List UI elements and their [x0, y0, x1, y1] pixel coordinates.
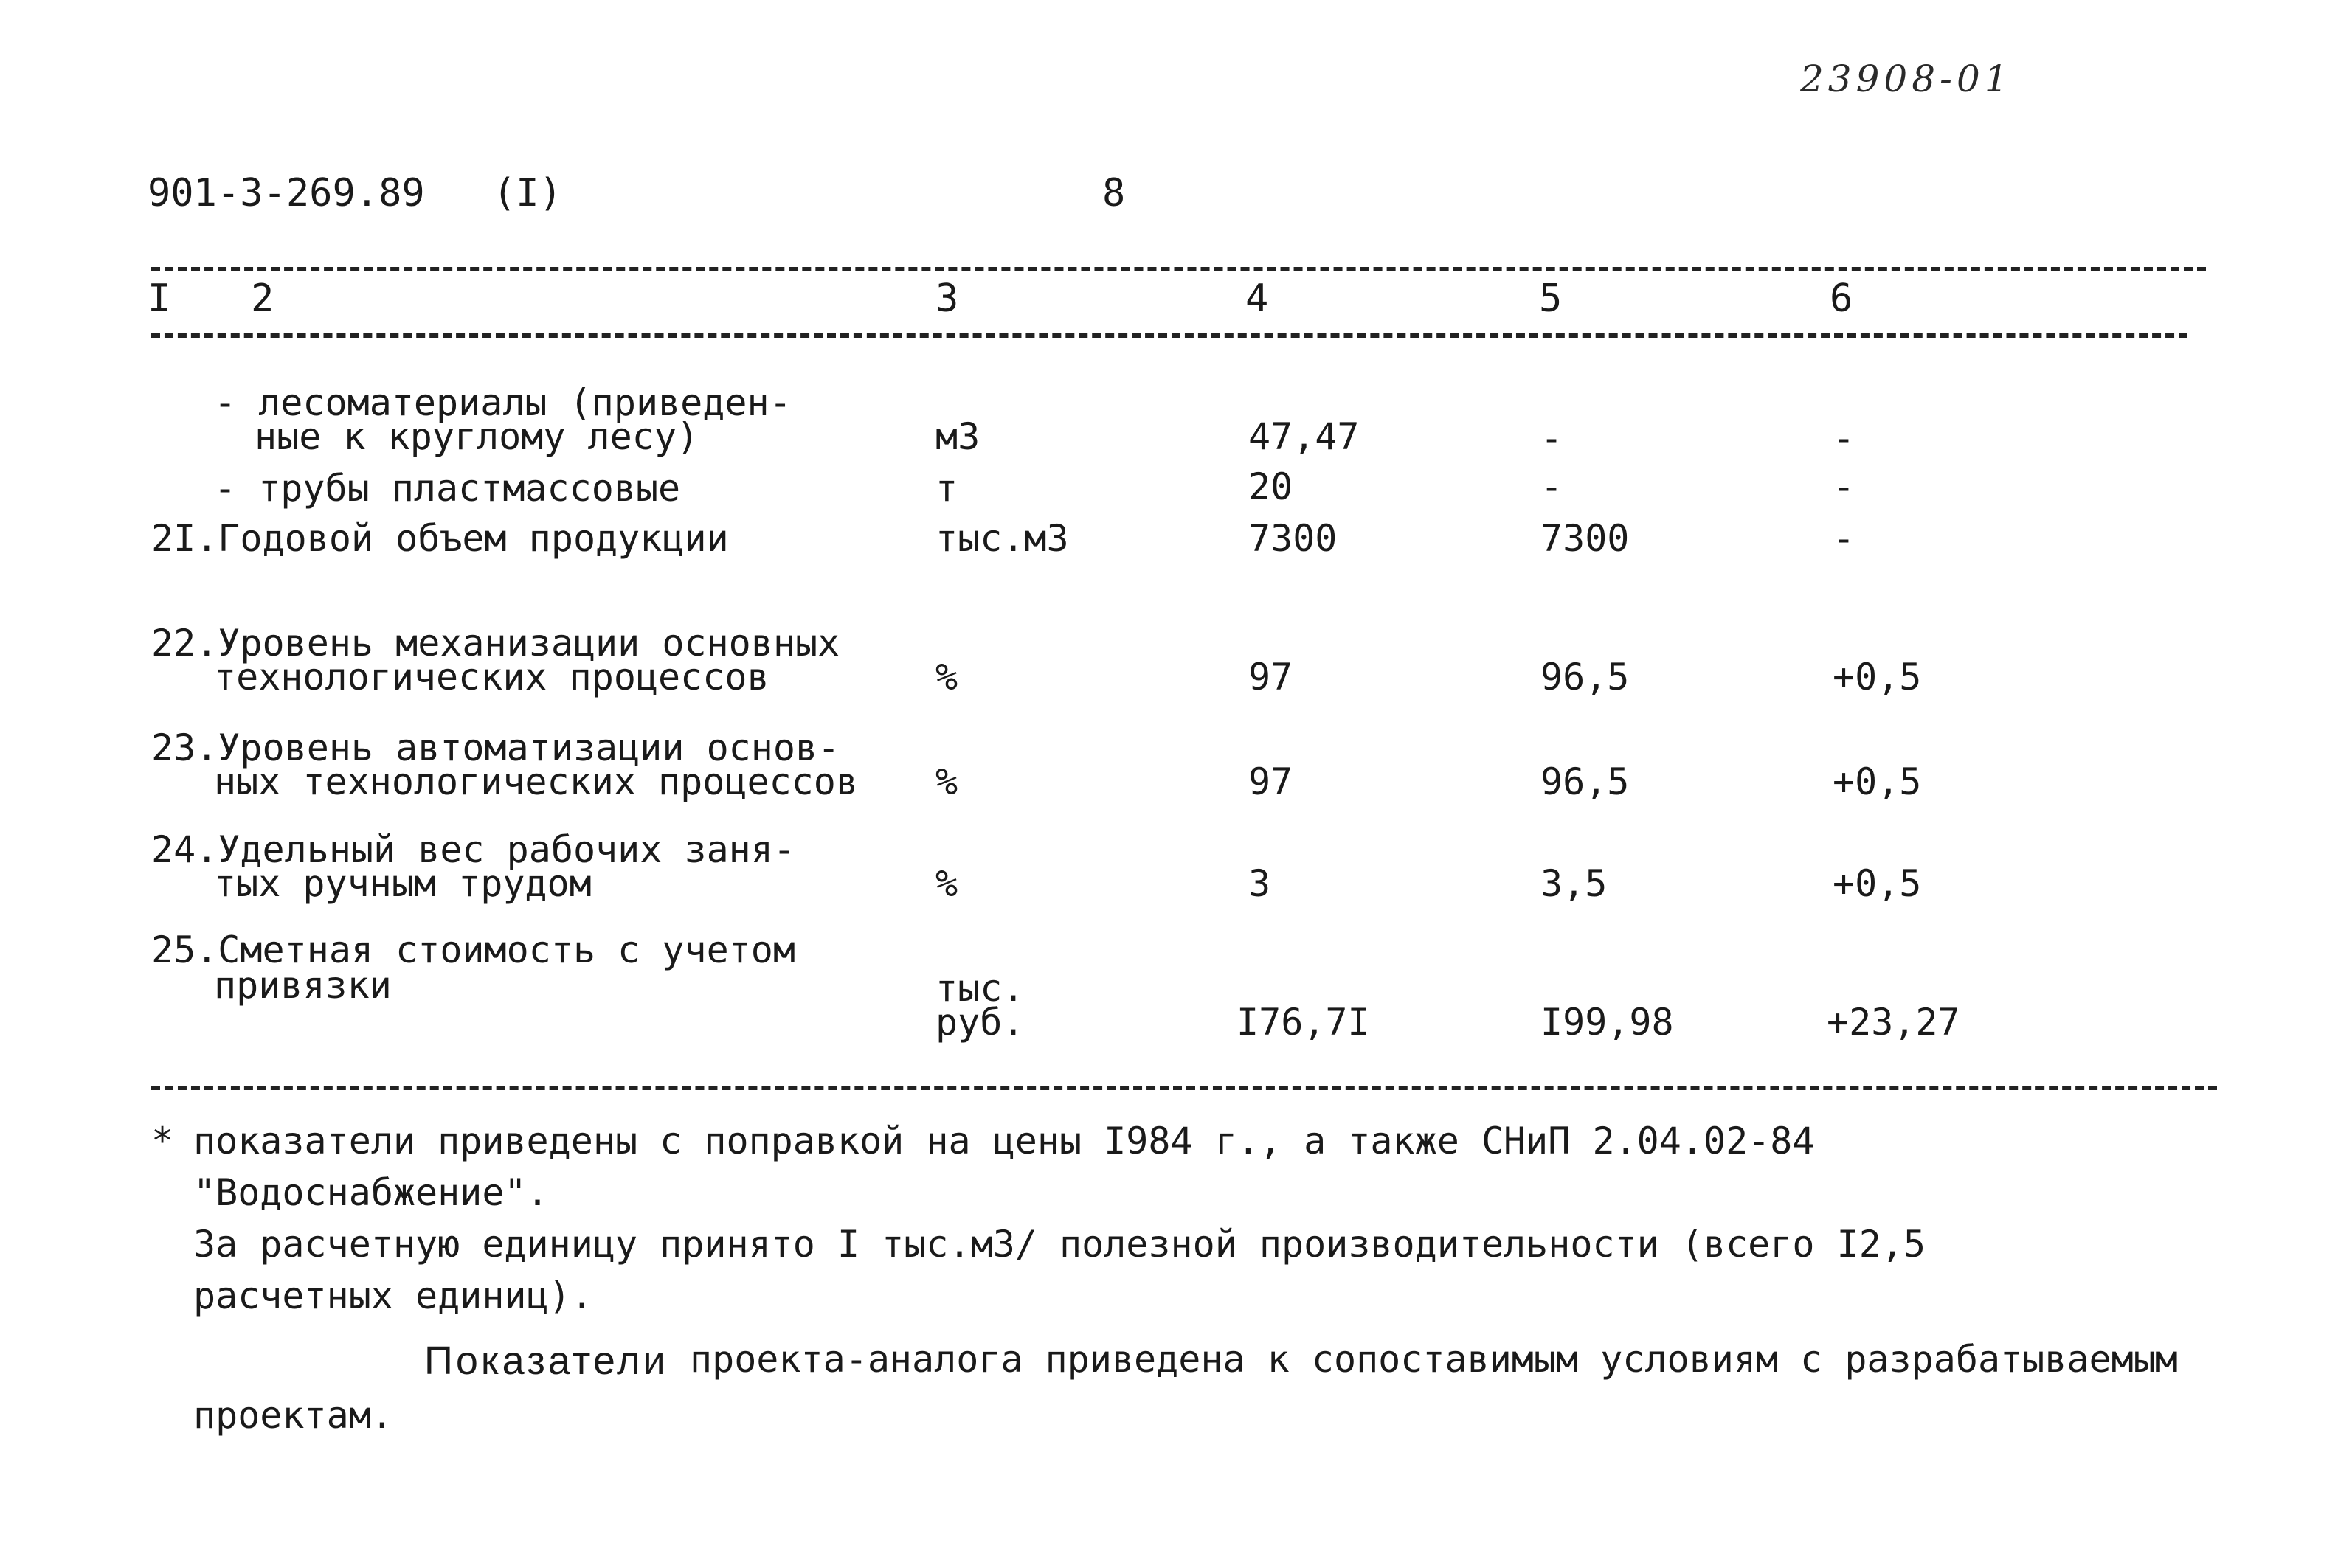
col-header-5: 5	[1539, 277, 1563, 321]
row-name-line1: 23.Уровень автоматизации основ-	[151, 726, 840, 769]
row-name-line1: 22.Уровень механизации основных	[151, 622, 840, 665]
row-name-line2: ных технологических процессов	[214, 760, 858, 803]
row-value-col5: I99,98	[1540, 1001, 1674, 1044]
col-header-2: 2	[251, 277, 274, 321]
row-value-col4: 97	[1248, 760, 1293, 803]
footnote-line6: проектам.	[193, 1394, 393, 1437]
row-value-col5: -	[1540, 417, 1563, 459]
footnote-line3: За расчетную единицу принято I тыс.м3/ полезной производительности (всего I2,5	[193, 1223, 1926, 1266]
row-unit-line1: тыс.	[935, 967, 1025, 1010]
row-name-line1: - лесоматериалы (приведен-	[214, 381, 792, 424]
row-name-line2: привязки	[214, 964, 392, 1007]
doc-part: (I)	[493, 171, 562, 215]
row-value-col6: +0,5	[1833, 656, 1922, 698]
row-value-col5: -	[1540, 465, 1563, 508]
row-value-col5: 3,5	[1540, 862, 1608, 905]
row-value-col4: 47,47	[1248, 415, 1360, 458]
row-value-col4: 7300	[1248, 517, 1338, 560]
table-bottom-rule	[151, 1086, 2217, 1090]
row-name-line2: технологических процессов	[214, 656, 769, 698]
handwritten-word: Показатели	[424, 1339, 668, 1383]
row-unit-line2: руб.	[935, 1001, 1025, 1044]
row-value-col6: +0,5	[1833, 760, 1922, 803]
row-unit: м3	[935, 415, 980, 458]
footnote-line5: проекта-аналога приведена к сопоставимым условиям с разрабатываемым	[690, 1338, 2178, 1381]
row-value-col6: -	[1833, 465, 1855, 508]
row-value-col6: -	[1833, 517, 1855, 560]
row-name-line1: 2I.Годовой объем продукции	[151, 517, 729, 560]
row-value-col5: 7300	[1540, 517, 1630, 560]
row-value-col4: I76,7I	[1236, 1001, 1370, 1044]
doc-code: 901-3-269.89	[148, 171, 425, 215]
row-unit: %	[935, 656, 958, 698]
footnote-line1: показатели приведены с поправкой на цены I984 г., а также СНиП 2.04.02-84	[193, 1120, 1815, 1162]
row-value-col5: 96,5	[1540, 656, 1630, 698]
handwritten-number: 23908-01	[1800, 58, 2013, 100]
col-header-4: 4	[1245, 277, 1269, 321]
row-name-line1: - трубы пластмассовые	[214, 467, 681, 510]
row-unit: %	[935, 760, 958, 803]
row-value-col6: +23,27	[1827, 1001, 1960, 1044]
row-name-line2: ные к круглому лесу)	[255, 415, 699, 458]
row-value-col6: -	[1833, 417, 1855, 459]
row-name-line2: тых ручным трудом	[214, 862, 592, 905]
row-value-col4: 20	[1248, 465, 1293, 508]
row-unit: %	[935, 862, 958, 905]
table-header-rule	[151, 333, 2187, 338]
table-top-rule	[151, 267, 2206, 271]
footnote-line2: "Водоснабжение".	[193, 1171, 549, 1214]
row-value-col4: 3	[1248, 862, 1271, 905]
row-unit: тыс.м3	[935, 517, 1069, 560]
col-header-1: I	[148, 277, 171, 321]
col-header-6: 6	[1830, 277, 1853, 321]
col-header-3: 3	[935, 277, 959, 321]
row-value-col4: 97	[1248, 656, 1293, 698]
page-number: 8	[1102, 171, 1126, 215]
row-name-line1: 25.Сметная стоимость с учетом	[151, 929, 795, 971]
footnote-star: *	[151, 1120, 174, 1162]
row-name-line1: 24.Удельный вес рабочих заня-	[151, 828, 795, 871]
footnote-line4: расчетных единиц).	[193, 1274, 593, 1317]
row-value-col5: 96,5	[1540, 760, 1630, 803]
row-value-col6: +0,5	[1833, 862, 1922, 905]
row-unit: т	[935, 467, 958, 510]
